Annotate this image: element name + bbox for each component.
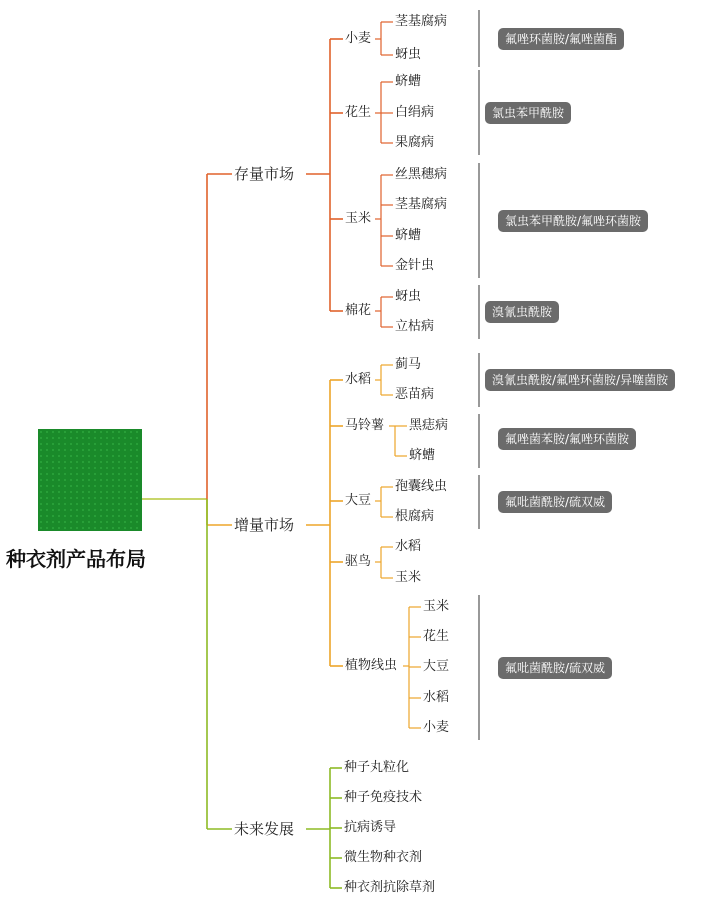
product-badge: 氟唑菌苯胺/氟唑环菌胺 bbox=[498, 428, 636, 450]
item-label: 玉米 bbox=[395, 570, 422, 585]
sub-label: 水稻 bbox=[345, 372, 372, 387]
item-label: 根腐病 bbox=[395, 509, 435, 524]
item-label: 微生物种衣剂 bbox=[344, 850, 423, 865]
product-badge: 氟吡菌酰胺/硫双威 bbox=[498, 657, 612, 679]
product-badge: 溴氰虫酰胺/氟唑环菌胺/异噻菌胺 bbox=[485, 369, 675, 391]
category-label: 未来发展 bbox=[234, 820, 295, 838]
item-label: 黑痣病 bbox=[409, 418, 449, 433]
product-badge: 氯虫苯甲酰胺 bbox=[485, 102, 571, 124]
sub-label: 玉米 bbox=[345, 211, 372, 226]
item-label: 果腐病 bbox=[395, 135, 435, 150]
product-badge: 氟吡菌酰胺/硫双威 bbox=[498, 491, 612, 513]
product-badge: 氟唑环菌胺/氟唑菌酯 bbox=[498, 28, 624, 50]
item-label: 种子免疫技术 bbox=[344, 790, 423, 805]
root-image bbox=[38, 429, 142, 531]
category-label: 增量市场 bbox=[234, 516, 295, 534]
sub-label: 花生 bbox=[345, 105, 372, 120]
item-label: 种衣剂抗除草剂 bbox=[344, 880, 436, 895]
item-label: 蛴螬 bbox=[409, 448, 436, 463]
sub-label: 棉花 bbox=[345, 303, 372, 318]
item-label: 水稻 bbox=[423, 690, 450, 705]
root-title: 种衣剂产品布局 bbox=[6, 547, 146, 571]
sub-label: 驱鸟 bbox=[345, 554, 372, 569]
product-badge: 氯虫苯甲酰胺/氟唑环菌胺 bbox=[498, 210, 648, 232]
item-label: 小麦 bbox=[423, 720, 450, 735]
item-label: 蚜虫 bbox=[395, 289, 422, 304]
sub-label: 马铃薯 bbox=[345, 418, 385, 433]
item-label: 白绢病 bbox=[395, 105, 435, 120]
item-label: 抗病诱导 bbox=[344, 820, 397, 835]
item-label: 蛴螬 bbox=[395, 74, 422, 89]
sub-label: 植物线虫 bbox=[345, 658, 398, 673]
item-label: 玉米 bbox=[423, 599, 450, 614]
item-label: 丝黑穗病 bbox=[395, 167, 448, 182]
sub-label: 大豆 bbox=[345, 493, 372, 508]
item-label: 蛴螬 bbox=[395, 228, 422, 243]
item-label: 蓟马 bbox=[395, 357, 422, 372]
sub-label: 小麦 bbox=[345, 31, 372, 46]
item-label: 立枯病 bbox=[395, 319, 435, 334]
item-label: 茎基腐病 bbox=[395, 197, 448, 212]
item-label: 恶苗病 bbox=[395, 387, 435, 402]
item-label: 蚜虫 bbox=[395, 47, 422, 62]
item-label: 水稻 bbox=[395, 539, 422, 554]
product-badge: 溴氰虫酰胺 bbox=[485, 301, 559, 323]
item-label: 种子丸粒化 bbox=[344, 760, 410, 775]
item-label: 花生 bbox=[423, 629, 450, 644]
category-label: 存量市场 bbox=[234, 165, 295, 183]
item-label: 孢囊线虫 bbox=[395, 479, 448, 494]
item-label: 金针虫 bbox=[395, 258, 435, 273]
item-label: 大豆 bbox=[423, 659, 450, 674]
item-label: 茎基腐病 bbox=[395, 14, 448, 29]
